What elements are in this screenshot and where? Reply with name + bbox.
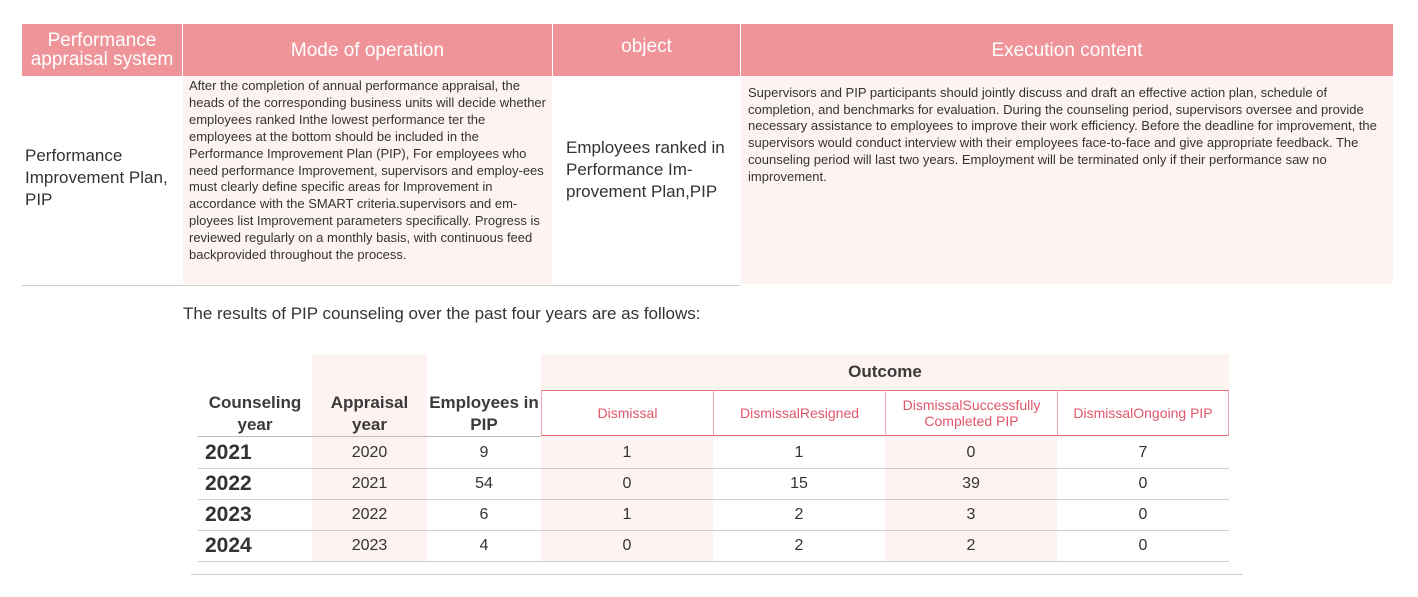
cell-resigned: 2 bbox=[794, 505, 804, 523]
cell-appraisal-year: 2023 bbox=[351, 536, 388, 554]
cell-ongoing: 0 bbox=[1138, 536, 1148, 554]
cell-dismissal: 0 bbox=[622, 474, 632, 492]
page-bottom-divider bbox=[191, 574, 1243, 575]
cell-employees: 9 bbox=[479, 443, 489, 461]
pip-results-table bbox=[198, 354, 1229, 561]
cell-dismissal: 1 bbox=[622, 443, 632, 461]
cell-counseling-year: 2024 bbox=[205, 533, 252, 557]
table-row bbox=[198, 499, 1229, 531]
subheader-completed: DismissalSuccessfully Completed PIP bbox=[885, 390, 1057, 436]
cell-completed: 2 bbox=[966, 536, 976, 554]
cell-counseling-year: 2023 bbox=[205, 502, 252, 526]
cell-dismissal: 0 bbox=[622, 536, 632, 554]
cell-execution-content: Supervisors and PIP participants should jointly discuss and draft an effective action plan, schedule of completion, and benchmarks for evaluation. During the counseling period, supervisors oversee and provide necessary assistance to employees to improve their work efficiency. Before the deadline for improvement, the supervisors would conduct interview with their employees face-to-face and give appropriate feedback. The counseling period will last two years. Employment will be terminated only if their performance saw no improvement. bbox=[741, 76, 1393, 284]
cell-dismissal: 1 bbox=[622, 505, 632, 523]
cell-resigned: 2 bbox=[794, 536, 804, 554]
cell-employees: 54 bbox=[475, 474, 493, 492]
table-row bbox=[198, 530, 1229, 562]
performance-appraisal-table bbox=[22, 24, 1393, 286]
cell-counseling-year: 2021 bbox=[205, 440, 252, 464]
cell-object: Employees ranked in Performance Im-provement Plan,PIP bbox=[566, 138, 725, 201]
header-mode-of-operation: Mode of operation bbox=[183, 24, 552, 76]
table-bottom-divider bbox=[22, 285, 740, 286]
cell-completed: 0 bbox=[966, 443, 976, 461]
header-appraisal-year: Appraisal year bbox=[330, 393, 409, 434]
cell-appraisal-year: 2021 bbox=[351, 474, 388, 492]
header-counseling-year: Counseling year bbox=[208, 393, 302, 434]
cell-resigned: 15 bbox=[790, 474, 808, 492]
subheader-resigned: DismissalResigned bbox=[713, 390, 885, 436]
cell-system-name: Performance Improvement Plan, PIP bbox=[25, 146, 168, 209]
table-row bbox=[198, 468, 1229, 500]
header-outcome: Outcome bbox=[848, 362, 922, 381]
header-object: object bbox=[553, 24, 740, 76]
cell-appraisal-year: 2022 bbox=[351, 505, 388, 523]
subheader-ongoing: DismissalOngoing PIP bbox=[1057, 390, 1229, 436]
cell-employees: 4 bbox=[479, 536, 489, 554]
cell-ongoing: 0 bbox=[1138, 474, 1148, 492]
cell-employees: 6 bbox=[479, 505, 489, 523]
header-appraisal-system: Performance appraisal system bbox=[22, 24, 182, 76]
cell-appraisal-year: 2020 bbox=[351, 443, 388, 461]
subheader-dismissal: Dismissal bbox=[541, 390, 713, 436]
cell-ongoing: 0 bbox=[1138, 505, 1148, 523]
cell-completed: 3 bbox=[966, 505, 976, 523]
cell-counseling-year: 2022 bbox=[205, 471, 252, 495]
table-row bbox=[198, 437, 1229, 469]
header-employees-in-pip: Employees in PIP bbox=[429, 393, 539, 434]
results-caption: The results of PIP counseling over the past four years are as follows: bbox=[183, 304, 701, 323]
cell-mode-of-operation: After the completion of annual performance appraisal, the heads of the corresponding business units will decide whether employees ranked Inthe lowest performance ter the employees at the bottom should be included in the Performance Improvement Plan (PIP), For employees who need performance Improvement, supervisors and employ-ees must clearly define specific areas for Improvement in accordance with the SMART criteria.supervisors and em-ployees list Improvement parameters specifically. Progress is reviewed regularly on a monthly basis, with continuous feed backprovided throughout the process. bbox=[183, 76, 552, 284]
header-execution-content: Execution content bbox=[741, 24, 1393, 76]
cell-completed: 39 bbox=[962, 474, 980, 492]
cell-ongoing: 7 bbox=[1138, 443, 1148, 461]
cell-resigned: 1 bbox=[794, 443, 804, 461]
